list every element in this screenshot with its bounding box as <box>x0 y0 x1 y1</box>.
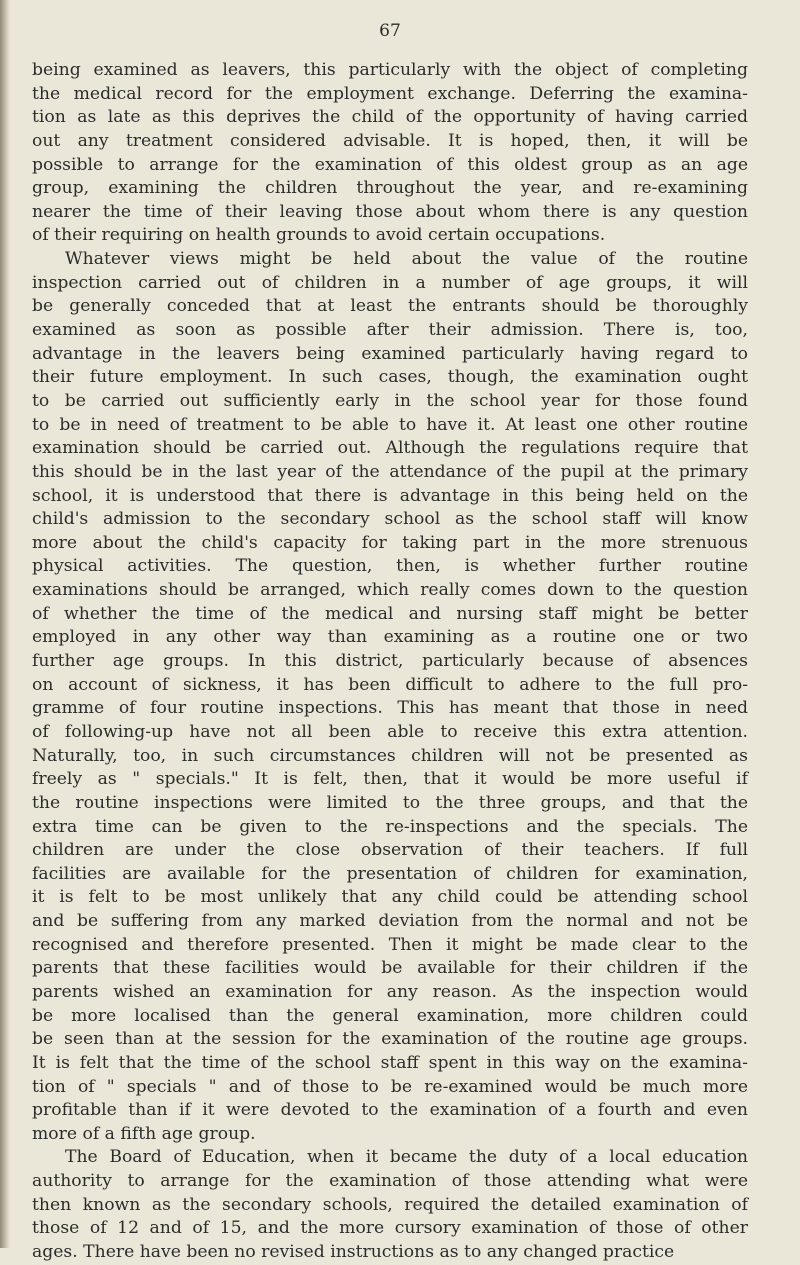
text-line: more about the child's capacity for taking part in the more strenuous <box>32 532 748 553</box>
text-line: Whatever views might be held about the value of the routine <box>65 249 748 270</box>
text-line: tion of " specials " and of those to be re-examined would be much more <box>32 1076 748 1097</box>
text-line: to be carried out sufficiently early in the school year for those found <box>32 390 748 411</box>
text-line: gramme of four routine inspections. This has meant that those in need <box>32 698 748 719</box>
text-line: their future employment. In such cases, though, the examination ought <box>32 367 748 388</box>
text-line: The Board of Education, when it became the duty of a local education <box>65 1147 748 1168</box>
text-line: being examined as leavers, this particularly with the object of completing <box>32 60 748 80</box>
text-line: child's admission to the secondary school as the school staff will know <box>32 509 748 530</box>
text-line: then known as the secondary schools, required the detailed examination of <box>32 1194 748 1215</box>
binding-edge <box>0 0 10 1248</box>
text-line: it is felt to be most unlikely that any child could be attending school <box>32 887 748 908</box>
text-line: possible to arrange for the examination of this oldest group as an age <box>32 154 748 175</box>
text-line: nearer the time of their leaving those about whom there is any question <box>32 201 748 222</box>
text-line: of following-up have not all been able to receive this extra attention. <box>32 721 748 742</box>
text-line: more of a fifth age group. <box>32 1123 256 1144</box>
paragraph-board-of-education <box>32 1146 748 1264</box>
paragraph-leavers-examination <box>32 59 748 248</box>
text-line: examination should be carried out. Although the regulations require that <box>32 438 748 459</box>
text-line: parents wished an examination for any reason. As the inspection would <box>32 981 748 1002</box>
text-line: recognised and therefore presented. Then it might be made clear to the <box>32 934 748 955</box>
text-line: employed in any other way than examining as a routine one or two <box>32 627 748 648</box>
text-line: be seen than at the session for the examination of the routine age groups. <box>32 1029 748 1050</box>
text-line: the medical record for the employment exchange. Deferring the examina- <box>32 83 748 104</box>
text-line: profitable than if it were devoted to the examination of a fourth and even <box>32 1100 748 1121</box>
text-line: children are under the close observation of their teachers. If full <box>32 840 748 861</box>
text-line: of whether the time of the medical and nursing staff might be better <box>32 603 748 624</box>
text-line: of their requiring on health grounds to avoid certain occupations. <box>32 225 606 246</box>
body-text <box>32 59 748 1265</box>
text-line: It is felt that the time of the school staff spent in this way on the examina- <box>32 1052 748 1073</box>
text-line: be generally conceded that at least the entrants should be thoroughly <box>32 296 748 317</box>
text-line: advantage in the leavers being examined particularly having regard to <box>32 343 748 364</box>
text-line: facilities are available for the presentation of children for examination, <box>32 863 748 884</box>
text-line: and be suffering from any marked deviation from the normal and not be <box>32 911 748 932</box>
text-line: authority to arrange for the examination of those attending what were <box>32 1171 748 1192</box>
text-line: examined as soon as possible after their admission. There is, too, <box>32 320 748 341</box>
text-line: parents that these facilities would be available for their children if the <box>32 958 748 979</box>
text-line: tion as late as this deprives the child of the opportunity of having carried <box>32 107 748 128</box>
text-line: group, examining the children throughout the year, and re-examining <box>32 178 748 199</box>
text-line: to be in need of treatment to be able to have it. At least one other routine <box>32 414 748 435</box>
text-line: be more localised than the general examination, more children could <box>32 1005 748 1026</box>
page-number: 67 <box>379 21 401 41</box>
document-page <box>32 0 784 1263</box>
text-line: further age groups. In this district, particularly because of absences <box>32 651 748 672</box>
text-line: this should be in the last year of the attendance of the pupil at the primary <box>32 461 748 482</box>
text-line: examinations should be arranged, which really comes down to the question <box>32 580 748 601</box>
text-line: school, it is understood that there is advantage in this being held on the <box>32 485 748 506</box>
text-line: out any treatment considered advisable. It is hoped, then, it will be <box>32 130 748 151</box>
text-line: the routine inspections were limited to the three groups, and that the <box>32 792 748 813</box>
text-line: inspection carried out of children in a number of age groups, it will <box>32 272 748 293</box>
text-line: physical activities. The question, then, is whether further routine <box>32 556 748 577</box>
text-line: Naturally, too, in such circumstances children will not be presented as <box>32 745 748 766</box>
paragraph-routine-inspection <box>32 248 748 1146</box>
text-line: freely as " specials." It is felt, then, that it would be more useful if <box>32 769 748 790</box>
text-line: on account of sickness, it has been difficult to adhere to the full pro- <box>32 674 748 695</box>
text-line: ages. There have been no revised instructions as to any changed practice <box>32 1242 675 1263</box>
text-line: those of 12 and of 15, and the more cursory examination of those of other <box>32 1218 748 1239</box>
text-line: extra time can be given to the re-inspections and the specials. The <box>32 816 748 837</box>
